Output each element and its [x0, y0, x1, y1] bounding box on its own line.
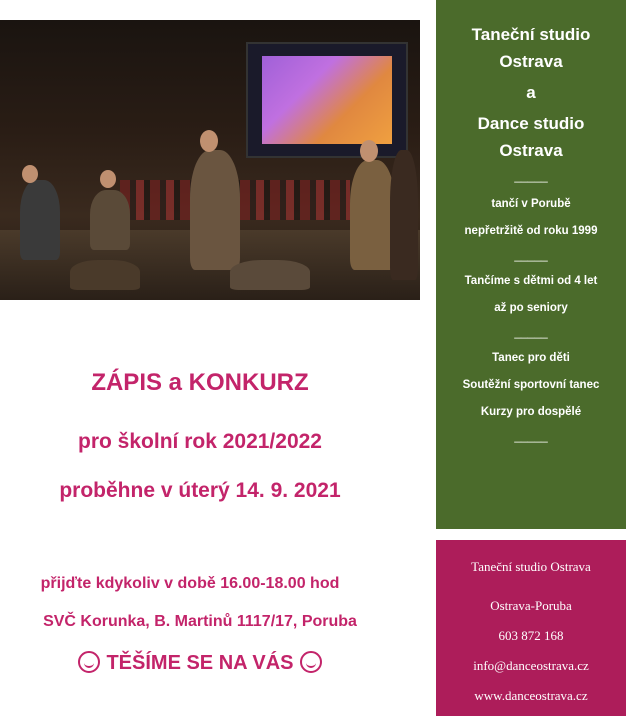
conjunction: a [526, 83, 536, 102]
contact-phone[interactable]: 603 872 168 [498, 628, 564, 643]
smiley-icon [300, 651, 322, 673]
headline: ZÁPIS a KONKURZ [91, 369, 309, 396]
studio-name-cz: Taneční studio Ostrava [471, 25, 591, 71]
offer-list: Tanec pro děti Soutěžní sportovní tanec Kurzy pro dospělé [462, 352, 600, 418]
ages-text: Tančíme s dětmi od 4 let až po seniory [464, 275, 598, 314]
dance-performance-photo [0, 20, 420, 300]
contact-name: Taneční studio Ostrava [471, 559, 591, 574]
projection-screen [246, 42, 408, 158]
smiley-icon [78, 651, 100, 673]
contact-panel [436, 540, 626, 716]
contact-email[interactable]: info@danceostrava.cz [473, 658, 589, 673]
separator: _____ [514, 325, 548, 339]
separator: _____ [514, 429, 548, 443]
since-text: tančí v Porubě nepřetržitě od roku 1999 [464, 198, 598, 237]
contact-city: Ostrava-Poruba [490, 598, 572, 613]
event-place: SVČ Korunka, B. Martinů 1117/17, Poruba [43, 613, 357, 630]
studio-info-panel [436, 0, 626, 529]
event-date: proběhne v úterý 14. 9. 2021 [59, 479, 341, 502]
greeting [0, 652, 400, 675]
school-year: pro školní rok 2021/2022 [78, 430, 322, 453]
separator: _____ [514, 248, 548, 262]
separator: _____ [514, 169, 548, 183]
event-time: přijďte kdykoliv v době 16.00-18.00 hod [40, 575, 340, 592]
greeting-text: TĚŠÍME SE NA VÁS [106, 652, 294, 674]
studio-name-en: Dance studio Ostrava [477, 114, 585, 160]
contact-web[interactable]: www.danceostrava.cz [474, 688, 588, 703]
